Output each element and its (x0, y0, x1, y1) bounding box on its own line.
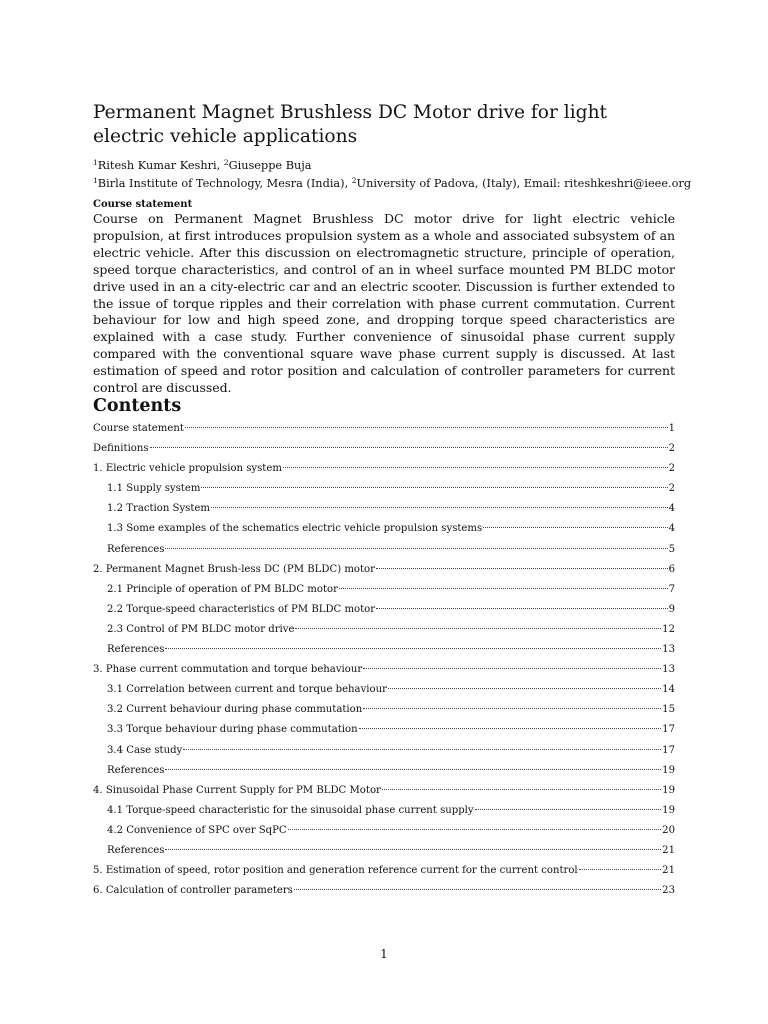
dot-leader (483, 526, 667, 528)
dot-leader (185, 426, 668, 428)
toc-entry-page: 2 (668, 443, 675, 455)
dot-leader (388, 687, 661, 689)
toc-entry-page: 15 (662, 704, 675, 716)
affiliation-marker: 1 (93, 158, 98, 167)
toc-entry-page: 13 (662, 644, 675, 656)
toc-entry-label: 6. Calculation of controller parameters (93, 885, 293, 897)
dot-leader (211, 506, 668, 508)
toc-entry-page: 19 (662, 784, 675, 796)
toc-entry[interactable] (93, 801, 675, 821)
contents-heading: Contents (93, 396, 182, 416)
dot-leader (165, 848, 661, 850)
course-statement-text: Course on Permanent Magnet Brushless DC motor drive for light electric vehicle propulsion, at first introduces propulsion system as a whole and associated subsystem of an electric vehicle. After this discussion on electromagnetic structure, principle of operation, speed torque characteristics, and control of an in wheel surface mounted PM BLDC motor drive used in an a city-electric car and an electric scooter. Discussion is further extended to the issue of torque ripples and their correlation with phase current commutation. Current behaviour for low and high speed zone, and dropping torque speed characteristics are explained with a case study. Further convenience of sinusoidal phase current supply compared with the conventional square wave phase current supply is discussed. At last estimation of speed and rotor position and calculation of controller parameters for current control are discussed. (93, 211, 675, 396)
toc-entry-label: 4.2 Convenience of SPC over SqPC (107, 824, 287, 836)
dot-leader (165, 768, 661, 770)
dot-leader (376, 567, 668, 569)
dot-leader (288, 828, 662, 830)
dot-leader (295, 627, 661, 629)
toc-entry-label: 4.1 Torque-speed characteristic for the sinusoidal phase current supply (107, 804, 474, 816)
toc-entry[interactable] (93, 841, 675, 861)
toc-entry-label: 1. Electric vehicle propulsion system (93, 463, 282, 475)
dot-leader (363, 707, 661, 709)
toc-entry[interactable] (93, 459, 675, 479)
toc-entry-page: 23 (662, 885, 675, 897)
toc-entry-label: 1.2 Traction System (107, 503, 210, 515)
toc-entry-label: 3.4 Case study (107, 744, 183, 756)
author-affiliations (93, 173, 693, 191)
author-block (93, 155, 693, 191)
toc-entry[interactable] (93, 479, 675, 499)
toc-entry-page: 21 (662, 865, 675, 877)
toc-entry-page: 2 (668, 483, 675, 495)
toc-entry-label: 4. Sinusoidal Phase Current Supply for PM BLDC Motor (93, 784, 381, 796)
toc-entry[interactable] (93, 560, 675, 580)
toc-entry[interactable] (93, 540, 675, 560)
affiliation-marker: 2 (223, 158, 229, 167)
toc-entry[interactable] (93, 620, 675, 640)
toc-entry-page: 17 (662, 744, 675, 756)
dot-leader (183, 748, 661, 750)
dot-leader (579, 868, 661, 870)
dot-leader (363, 667, 661, 669)
course-statement-heading: Course statement (93, 199, 193, 210)
toc-entry-page: 7 (668, 583, 675, 595)
toc-entry-page: 6 (668, 563, 675, 575)
toc-entry-label: 1.1 Supply system (107, 483, 201, 495)
author-name: Ritesh Kumar Keshri, (97, 159, 224, 172)
toc-entry-page: 4 (668, 503, 675, 515)
toc-entry-page: 21 (662, 844, 675, 856)
toc-entry-label: 1.3 Some examples of the schematics electric vehicle propulsion systems (107, 523, 483, 535)
dot-leader (382, 788, 661, 790)
toc-entry-page: 19 (662, 764, 675, 776)
dot-leader (165, 647, 661, 649)
toc-entry-page: 14 (662, 684, 675, 696)
dot-leader (165, 547, 667, 549)
toc-entry-label: 2.2 Torque-speed characteristics of PM BLDC motor (107, 603, 376, 615)
affiliation-text: University of Padova, (Italy), Email: riteshkeshri@ieee.org (356, 177, 692, 190)
toc-entry-label: 3.3 Torque behaviour during phase commutation (107, 724, 358, 736)
toc-entry-label: 3. Phase current commutation and torque behaviour (93, 664, 363, 676)
toc-entry[interactable] (93, 580, 675, 600)
author-names (93, 155, 693, 173)
toc-entry-label: References (107, 644, 165, 656)
toc-entry-page: 5 (668, 543, 675, 555)
dot-leader (339, 587, 668, 589)
dot-leader (376, 607, 667, 609)
toc-entry-page: 19 (662, 804, 675, 816)
toc-entry[interactable] (93, 660, 675, 680)
dot-leader (475, 808, 662, 810)
toc-entry[interactable] (93, 439, 675, 459)
toc-entry-label: 2. Permanent Magnet Brush-less DC (PM BLDC) motor (93, 563, 375, 575)
toc-entry[interactable] (93, 600, 675, 620)
affiliation-marker: 1 (93, 176, 98, 185)
toc-entry-label: 5. Estimation of speed, rotor position and generation reference current for the current control (93, 865, 578, 877)
toc-entry[interactable] (93, 700, 675, 720)
affiliation-text: Birla Institute of Technology, Mesra (India), (97, 177, 352, 190)
affiliation-marker: 2 (351, 176, 357, 185)
toc-entry-page: 13 (662, 664, 675, 676)
dot-leader (294, 888, 661, 890)
dot-leader (283, 466, 668, 468)
dot-leader (201, 486, 667, 488)
toc-entry-label: References (107, 543, 165, 555)
document-title: Permanent Magnet Brushless DC Motor drive for light electric vehicle applications (93, 102, 608, 147)
toc-entry[interactable] (93, 881, 675, 901)
toc-entry-page: 20 (662, 824, 675, 836)
toc-entry[interactable] (93, 419, 675, 439)
dot-leader (359, 727, 662, 729)
toc-entry-label: Course statement (93, 423, 184, 434)
toc-entry-page: 2 (668, 463, 675, 475)
toc-entry-label: References (107, 764, 165, 776)
toc-entry[interactable] (93, 680, 675, 700)
toc-entry-label: 3.2 Current behaviour during phase commutation (107, 704, 363, 716)
toc-entry-label: Definitions (93, 443, 149, 455)
toc-entry[interactable] (93, 781, 675, 801)
toc-entry[interactable] (93, 741, 675, 761)
toc-entry[interactable] (93, 761, 675, 781)
dot-leader (150, 446, 668, 448)
toc-entry[interactable] (93, 861, 675, 881)
toc-entry[interactable] (93, 499, 675, 519)
page-number: 1 (380, 947, 388, 961)
toc-entry-page: 4 (668, 523, 675, 535)
toc-entry[interactable] (93, 519, 675, 539)
toc-entry-label: References (107, 844, 165, 856)
table-of-contents (93, 419, 675, 901)
toc-entry-page: 1 (668, 423, 675, 434)
toc-entry[interactable] (93, 720, 675, 740)
toc-entry-label: 2.1 Principle of operation of PM BLDC motor (107, 583, 338, 595)
toc-entry[interactable] (93, 821, 675, 841)
toc-entry-page: 12 (662, 623, 675, 635)
toc-entry-label: 2.3 Control of PM BLDC motor drive (107, 623, 295, 635)
toc-entry[interactable] (93, 640, 675, 660)
toc-entry-label: 3.1 Correlation between current and torque behaviour (107, 684, 387, 696)
author-name: Giuseppe Buja (228, 159, 312, 172)
toc-entry-page: 17 (662, 724, 675, 736)
toc-entry-page: 9 (668, 603, 675, 615)
